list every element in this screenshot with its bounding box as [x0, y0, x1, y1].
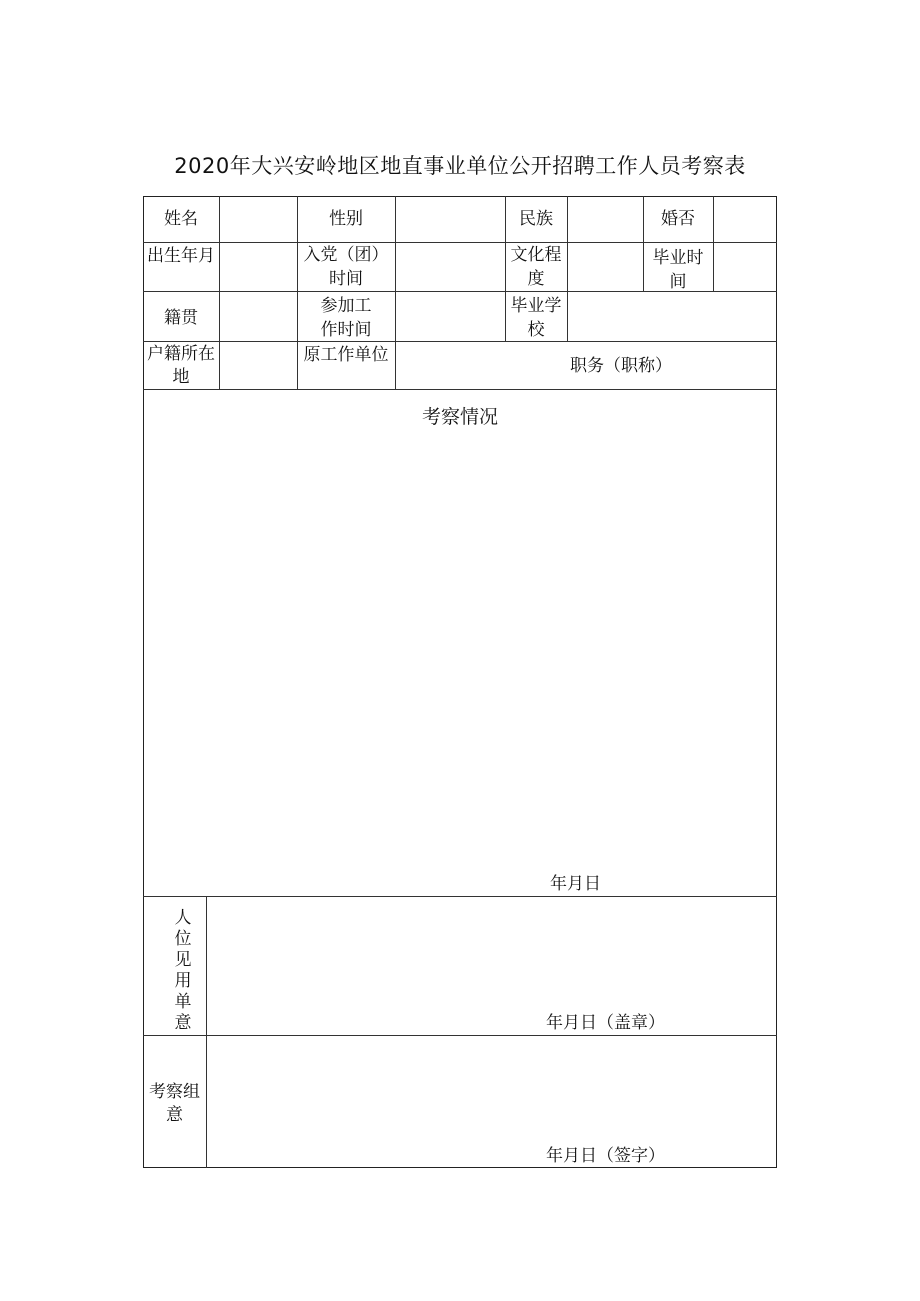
row-divider — [143, 291, 777, 292]
team-opinion-label-2: 意 — [166, 1105, 183, 1125]
label-graduation-time-1: 毕业时 — [652, 248, 704, 268]
column-divider — [395, 196, 396, 389]
team-opinion-label-1: 考察组 — [149, 1082, 200, 1102]
label-gender: 性别 — [329, 209, 363, 229]
column-divider — [219, 196, 220, 389]
employer-opinion-date: 年月日（盖章） — [546, 1013, 665, 1033]
label-name: 姓名 — [164, 209, 198, 229]
row-divider — [143, 1035, 777, 1036]
column-divider — [713, 196, 714, 291]
label-work-start-time-2: 作时间 — [320, 320, 372, 340]
row-divider — [143, 389, 777, 390]
row-divider — [143, 242, 777, 243]
label-work-start-time-1: 参加工 — [320, 296, 372, 316]
column-divider — [206, 896, 207, 1168]
assessment-date: 年月日 — [550, 874, 601, 894]
label-original-work-unit: 原工作单位 — [303, 345, 389, 365]
label-education-2: 度 — [527, 269, 545, 289]
label-birth-date: 出生年月 — [147, 246, 215, 266]
label-graduated-school-1: 毕业学 — [510, 296, 562, 316]
label-household-registration-2: 地 — [172, 367, 190, 387]
column-divider — [567, 196, 568, 341]
team-opinion-date: 年月日（签字） — [546, 1146, 665, 1166]
assessment-heading: 考察情况 — [421, 406, 498, 428]
label-marital-status: 婚否 — [661, 209, 695, 229]
label-household-registration-1: 户籍所在 — [147, 344, 215, 364]
page-title: 2020年大兴安岭地区地直事业单位公开招聘工作人员考察表 — [174, 154, 746, 178]
employer-opinion-label: 人位见用单意 — [174, 908, 192, 1033]
label-position-title: 职务（职称） — [570, 356, 672, 376]
label-graduated-school-2: 校 — [527, 320, 545, 340]
label-ethnicity: 民族 — [519, 209, 553, 229]
row-divider — [143, 896, 777, 897]
label-education-1: 文化程 — [510, 245, 562, 265]
label-graduation-time-2: 间 — [669, 272, 687, 290]
label-party-join-time-2: 时间 — [329, 269, 363, 289]
row-divider — [143, 341, 777, 342]
label-native-place: 籍贯 — [164, 308, 198, 328]
label-party-join-time-1: 入党（团） — [303, 245, 389, 265]
